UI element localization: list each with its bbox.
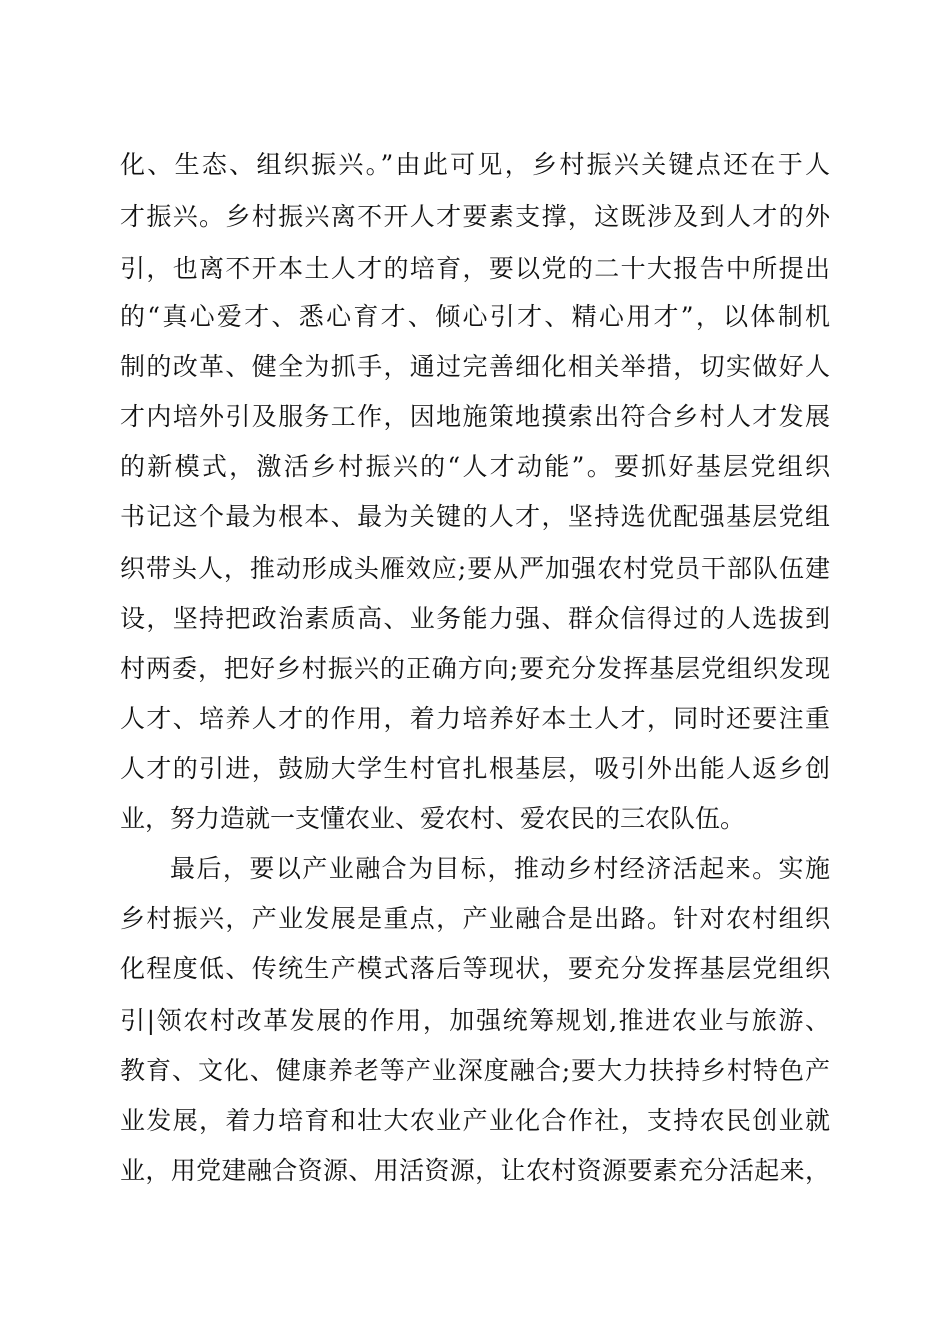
text-line: 的新模式，激活乡村振兴的“人才动能”。要抓好基层党组织 xyxy=(120,452,830,481)
text-line: 的“真心爱才、悉心育才、倾心引才、精心用才”，以体制机 xyxy=(120,302,830,331)
text-line: 人才、培养人才的作用，着力培养好本土人才，同时还要注重 xyxy=(120,704,830,733)
text-line: 乡村振兴，产业发展是重点，产业融合是出路。针对农村组织 xyxy=(120,904,830,933)
text-line: 制的改革、健全为抓手，通过完善细化相关举措，切实做好人 xyxy=(120,352,830,381)
text-line: 化、生态、组织振兴。”由此可见，乡村振兴关键点还在于人 xyxy=(120,150,830,179)
text-line: 业，努力造就一支懂农业、爱农村、爱农民的三农队伍。 xyxy=(120,804,746,833)
text-line: 才振兴。乡村振兴离不开人才要素支撑，这既涉及到人才的外 xyxy=(120,202,830,231)
text-line: 设，坚持把政治素质高、业务能力强、群众信得过的人选拔到 xyxy=(120,604,830,633)
text-line: 化程度低、传统生产模式落后等现状，要充分发挥基层党组织 xyxy=(120,954,830,983)
text-line: 村两委，把好乡村振兴的正确方向;要充分发挥基层党组织发现 xyxy=(120,654,830,683)
paragraph-first-line: 最后，要以产业融合为目标，推动乡村经济活起来。实施 xyxy=(170,854,830,883)
text-line: 业，用党建融合资源、用活资源，让农村资源要素充分活起来， xyxy=(120,1156,830,1185)
text-line: 人才的引进，鼓励大学生村官扎根基层，吸引外出能人返乡创 xyxy=(120,754,830,783)
text-line: 书记这个最为根本、最为关键的人才，坚持选优配强基层党组 xyxy=(120,502,830,531)
text-line: 织带头人，推动形成头雁效应;要从严加强农村党员干部队伍建 xyxy=(120,554,830,583)
text-line: 引，也离不开本土人才的培育，要以党的二十大报告中所提出 xyxy=(120,254,830,283)
text-line: 引|领农村改革发展的作用，加强统筹规划,推进农业与旅游、 xyxy=(120,1006,830,1035)
text-line: 才内培外引及服务工作，因地施策地摸索出符合乡村人才发展 xyxy=(120,402,830,431)
text-line: 教育、文化、健康养老等产业深度融合;要大力扶持乡村特色产 xyxy=(120,1056,830,1085)
text-line: 业发展，着力培育和壮大农业产业化合作社，支持农民创业就 xyxy=(120,1106,830,1135)
